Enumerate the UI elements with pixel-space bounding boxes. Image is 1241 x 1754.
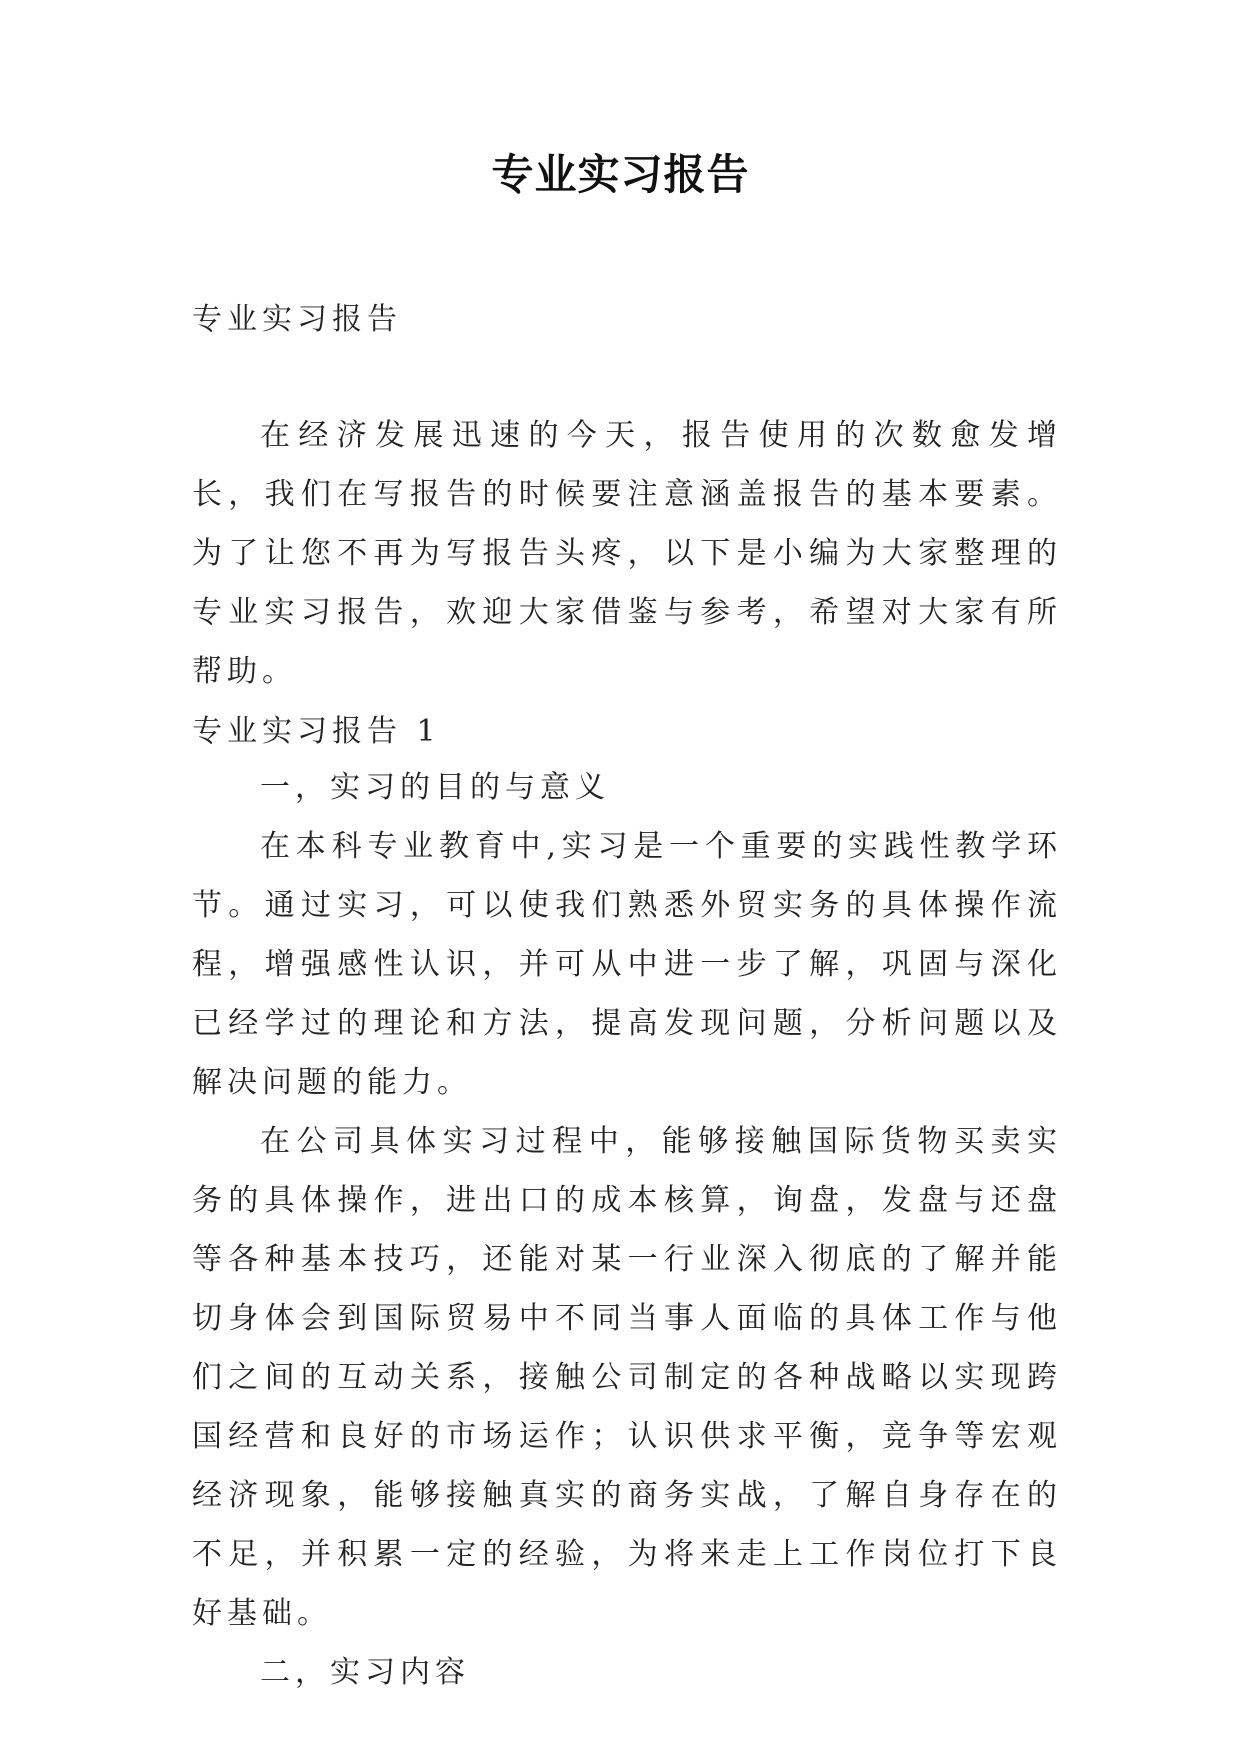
section-title: 专业实习报告 1 [192,714,441,749]
body-paragraph: 在本科专业教育中,实习是一个重要的实践性教学环节。通过实习，可以使我们熟悉外贸实务的具体操作流程，增强感性认识，并可从中进一步了解，巩固与深化已经学过的理论和方法，提高发现问题，分析问题以及解决问题的能力。 [192,829,1062,1100]
document-subtitle: 专业实习报告 [192,302,402,337]
document-title: 专业实习报告 [491,150,750,199]
report-body [192,758,1062,1702]
intro-paragraph: 在经济发展迅速的今天，报告使用的次数愈发增长，我们在写报告的时候要注意涵盖报告的基本要素。为了让您不再为写报告头疼，以下是小编为大家整理的专业实习报告，欢迎大家借鉴与参考，希望对大家有所帮助。 [192,418,1062,689]
body-paragraph: 在公司具体实习过程中，能够接触国际货物买卖实务的具体操作，进出口的成本核算，询盘，发盘与还盘等各种基本技巧，还能对某一行业深入彻底的了解并能切身体会到国际贸易中不同当事人面临的具体工作与他们之间的互动关系，接触公司制定的各种战略以实现跨国经营和良好的市场运作；认识供求平衡，竞争等宏观经济现象，能够接触真实的商务实战，了解自身存在的不足，并积累一定的经验，为将来走上工作岗位打下良好基础。 [192,1124,1062,1631]
section-heading-purpose: 一，实习的目的与意义 [260,770,610,805]
section-heading-content: 二，实习内容 [260,1655,470,1690]
